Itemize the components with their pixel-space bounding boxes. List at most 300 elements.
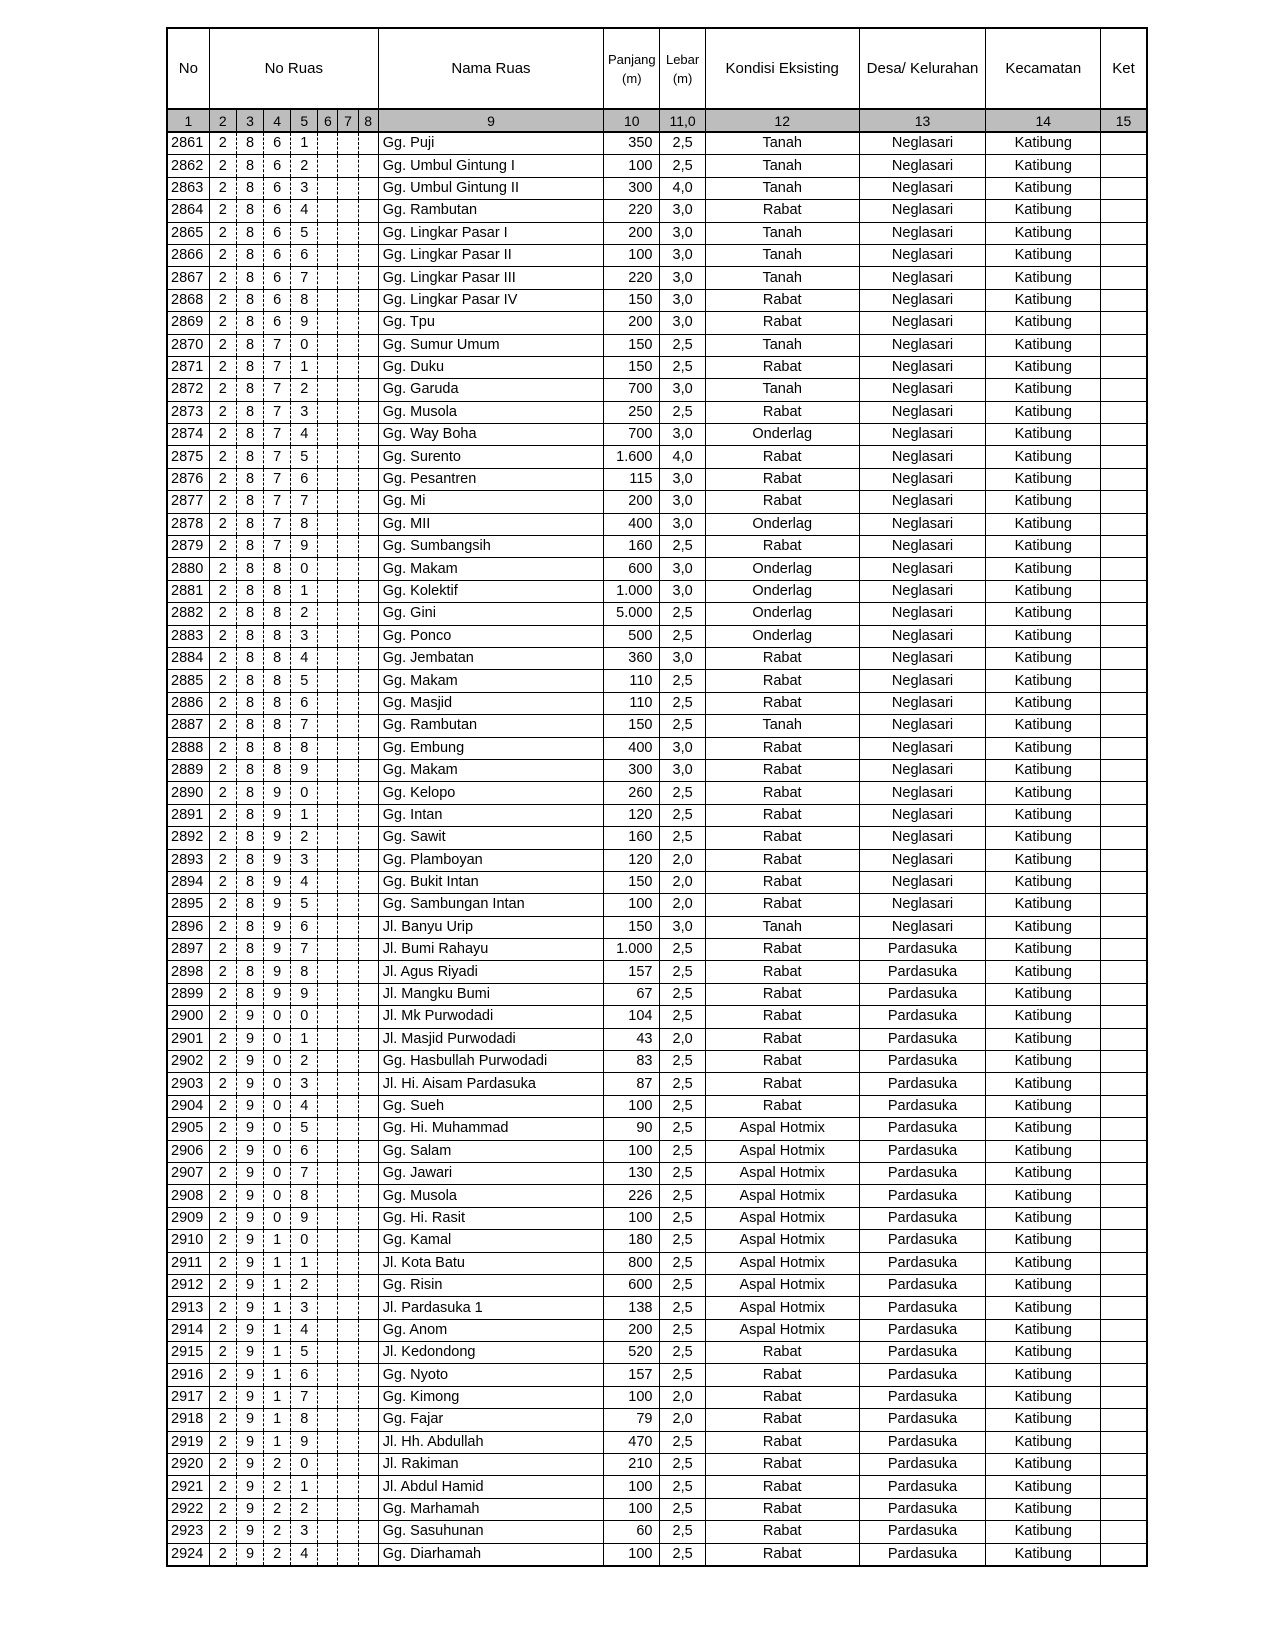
desa: Neglasari — [859, 468, 986, 490]
kondisi: Rabat — [705, 983, 859, 1005]
nama-ruas: Jl. Agus Riyadi — [378, 961, 603, 983]
ket — [1101, 1543, 1147, 1566]
ruas-digit — [318, 1207, 338, 1229]
ruas-digit: 3 — [291, 849, 318, 871]
ruas-digit: 1 — [264, 1409, 291, 1431]
nama-ruas: Gg. Plamboyan — [378, 849, 603, 871]
panjang: 100 — [604, 1095, 660, 1117]
ruas-digit: 6 — [291, 692, 318, 714]
desa: Pardasuka — [859, 1140, 986, 1162]
ruas-digit: 9 — [264, 782, 291, 804]
ket — [1101, 1297, 1147, 1319]
row-no: 2901 — [167, 1028, 209, 1050]
ruas-digit: 2 — [291, 1498, 318, 1520]
ket — [1101, 849, 1147, 871]
lebar: 2,5 — [660, 827, 705, 849]
ruas-digit: 2 — [209, 849, 236, 871]
ruas-digit — [318, 1342, 338, 1364]
ruas-digit — [338, 1118, 358, 1140]
nama-ruas: Gg. Puji — [378, 132, 603, 155]
lebar: 2,5 — [660, 1230, 705, 1252]
lebar: 3,0 — [660, 468, 705, 490]
ruas-digit — [338, 312, 358, 334]
ruas-digit — [338, 379, 358, 401]
ket — [1101, 401, 1147, 423]
row-no: 2877 — [167, 491, 209, 513]
row-no: 2911 — [167, 1252, 209, 1274]
desa: Neglasari — [859, 446, 986, 468]
ruas-digit: 9 — [236, 1431, 263, 1453]
table-row — [167, 491, 1147, 513]
ruas-digit: 8 — [291, 513, 318, 535]
lebar: 2,5 — [660, 1118, 705, 1140]
lebar: 3,0 — [660, 200, 705, 222]
ruas-digit — [338, 1342, 358, 1364]
kondisi: Rabat — [705, 289, 859, 311]
panjang: 100 — [604, 894, 660, 916]
lebar: 2,5 — [660, 1162, 705, 1184]
ruas-digit — [338, 647, 358, 669]
ruas-digit: 7 — [264, 424, 291, 446]
ruas-digit: 8 — [236, 849, 263, 871]
ruas-digit — [358, 1409, 378, 1431]
kondisi: Aspal Hotmix — [705, 1162, 859, 1184]
kondisi: Tanah — [705, 715, 859, 737]
ruas-digit: 1 — [264, 1364, 291, 1386]
ruas-digit: 9 — [236, 1118, 263, 1140]
ruas-digit: 8 — [236, 759, 263, 781]
ruas-digit — [318, 1006, 338, 1028]
ruas-digit: 8 — [236, 961, 263, 983]
ruas-digit: 2 — [209, 1409, 236, 1431]
ruas-digit — [318, 132, 338, 155]
desa: Neglasari — [859, 536, 986, 558]
ruas-digit — [358, 827, 378, 849]
ruas-digit: 8 — [264, 647, 291, 669]
kondisi: Rabat — [705, 827, 859, 849]
ruas-digit — [358, 1364, 378, 1386]
desa: Pardasuka — [859, 1252, 986, 1274]
ruas-digit: 9 — [236, 1342, 263, 1364]
ruas-digit — [358, 580, 378, 602]
table-row — [167, 1006, 1147, 1028]
kondisi: Aspal Hotmix — [705, 1274, 859, 1296]
table-row — [167, 244, 1147, 266]
ruas-digit — [318, 356, 338, 378]
row-no: 2888 — [167, 737, 209, 759]
ruas-digit — [338, 961, 358, 983]
kecamatan: Katibung — [986, 670, 1101, 692]
panjang: 130 — [604, 1162, 660, 1184]
ruas-digit: 9 — [236, 1297, 263, 1319]
ket — [1101, 1140, 1147, 1162]
ruas-digit: 0 — [291, 558, 318, 580]
panjang: 160 — [604, 827, 660, 849]
table-row — [167, 558, 1147, 580]
ket — [1101, 715, 1147, 737]
column-number: 14 — [986, 109, 1101, 132]
kondisi: Aspal Hotmix — [705, 1319, 859, 1341]
ruas-digit — [318, 737, 338, 759]
nama-ruas: Jl. Mangku Bumi — [378, 983, 603, 1005]
kecamatan: Katibung — [986, 961, 1101, 983]
column-number: 8 — [358, 109, 378, 132]
column-number: 6 — [318, 109, 338, 132]
row-no: 2866 — [167, 244, 209, 266]
ruas-digit — [338, 536, 358, 558]
desa: Neglasari — [859, 356, 986, 378]
ruas-digit — [358, 1543, 378, 1566]
desa: Neglasari — [859, 334, 986, 356]
ruas-digit — [338, 1252, 358, 1274]
header-lebar: Lebar (m) — [660, 28, 705, 109]
desa: Pardasuka — [859, 1274, 986, 1296]
nama-ruas: Jl. Abdul Hamid — [378, 1476, 603, 1498]
ruas-digit — [358, 1073, 378, 1095]
row-no: 2917 — [167, 1386, 209, 1408]
table-row — [167, 1342, 1147, 1364]
ruas-digit — [338, 580, 358, 602]
ruas-digit: 0 — [264, 1028, 291, 1050]
header-kecamatan: Kecamatan — [986, 28, 1101, 109]
ruas-digit — [318, 961, 338, 983]
ruas-digit — [358, 871, 378, 893]
nama-ruas: Gg. Kimong — [378, 1386, 603, 1408]
nama-ruas: Gg. Musola — [378, 401, 603, 423]
ruas-digit: 8 — [236, 468, 263, 490]
desa: Neglasari — [859, 222, 986, 244]
ruas-digit: 8 — [236, 155, 263, 177]
ruas-digit: 6 — [291, 244, 318, 266]
lebar: 3,0 — [660, 759, 705, 781]
ruas-digit — [318, 1230, 338, 1252]
desa: Neglasari — [859, 692, 986, 714]
nama-ruas: Gg. Hasbullah Purwodadi — [378, 1051, 603, 1073]
ruas-digit: 6 — [264, 132, 291, 155]
ruas-digit: 8 — [236, 894, 263, 916]
kecamatan: Katibung — [986, 424, 1101, 446]
ruas-digit — [358, 1095, 378, 1117]
desa: Pardasuka — [859, 1028, 986, 1050]
kecamatan: Katibung — [986, 244, 1101, 266]
table-row — [167, 647, 1147, 669]
row-no: 2895 — [167, 894, 209, 916]
nama-ruas: Jl. Kedondong — [378, 1342, 603, 1364]
ruas-digit — [338, 244, 358, 266]
kondisi: Rabat — [705, 894, 859, 916]
kecamatan: Katibung — [986, 1543, 1101, 1566]
ruas-digit — [318, 401, 338, 423]
panjang: 150 — [604, 715, 660, 737]
ruas-digit: 8 — [236, 267, 263, 289]
ruas-digit — [318, 1274, 338, 1296]
ruas-digit: 9 — [291, 983, 318, 1005]
kondisi: Aspal Hotmix — [705, 1230, 859, 1252]
ruas-digit: 2 — [209, 1319, 236, 1341]
ruas-digit — [358, 1476, 378, 1498]
ruas-digit — [338, 1095, 358, 1117]
ruas-digit — [338, 1073, 358, 1095]
table-row — [167, 424, 1147, 446]
ruas-digit: 0 — [291, 1230, 318, 1252]
ruas-digit — [338, 222, 358, 244]
ruas-digit: 2 — [209, 379, 236, 401]
kecamatan: Katibung — [986, 1409, 1101, 1431]
kecamatan: Katibung — [986, 715, 1101, 737]
table-row — [167, 1230, 1147, 1252]
ruas-digit: 8 — [291, 961, 318, 983]
kondisi: Rabat — [705, 670, 859, 692]
table-row — [167, 536, 1147, 558]
ruas-digit — [338, 513, 358, 535]
desa: Neglasari — [859, 177, 986, 199]
ruas-digit — [338, 468, 358, 490]
lebar: 2,0 — [660, 1409, 705, 1431]
ruas-digit: 3 — [291, 1073, 318, 1095]
row-no: 2904 — [167, 1095, 209, 1117]
ruas-digit — [318, 200, 338, 222]
ruas-digit: 9 — [264, 961, 291, 983]
ket — [1101, 827, 1147, 849]
ruas-digit: 2 — [209, 1543, 236, 1566]
kecamatan: Katibung — [986, 647, 1101, 669]
ruas-digit: 0 — [264, 1207, 291, 1229]
kondisi: Onderlag — [705, 424, 859, 446]
kondisi: Rabat — [705, 200, 859, 222]
ruas-digit: 8 — [264, 558, 291, 580]
ruas-digit — [338, 1431, 358, 1453]
ruas-digit: 4 — [291, 1543, 318, 1566]
ruas-digit — [318, 1162, 338, 1184]
row-no: 2920 — [167, 1454, 209, 1476]
lebar: 2,5 — [660, 155, 705, 177]
ruas-digit: 7 — [291, 491, 318, 513]
ruas-digit: 8 — [236, 782, 263, 804]
ruas-digit — [358, 267, 378, 289]
lebar: 2,5 — [660, 603, 705, 625]
ruas-digit: 9 — [291, 1431, 318, 1453]
desa: Pardasuka — [859, 1498, 986, 1520]
ruas-digit: 5 — [291, 446, 318, 468]
table-row — [167, 804, 1147, 826]
nama-ruas: Gg. Kamal — [378, 1230, 603, 1252]
kecamatan: Katibung — [986, 1431, 1101, 1453]
ruas-digit — [358, 1006, 378, 1028]
table-row — [167, 1319, 1147, 1341]
ruas-digit: 2 — [209, 1386, 236, 1408]
ruas-digit: 6 — [291, 468, 318, 490]
nama-ruas: Gg. Kelopo — [378, 782, 603, 804]
ruas-digit — [318, 244, 338, 266]
lebar: 3,0 — [660, 222, 705, 244]
road-table — [166, 27, 1148, 1567]
row-no: 2861 — [167, 132, 209, 155]
ruas-digit — [358, 491, 378, 513]
kondisi: Tanah — [705, 222, 859, 244]
ruas-digit: 9 — [236, 1498, 263, 1520]
kecamatan: Katibung — [986, 334, 1101, 356]
ruas-digit: 5 — [291, 894, 318, 916]
ruas-digit: 7 — [291, 267, 318, 289]
nama-ruas: Gg. Sueh — [378, 1095, 603, 1117]
lebar: 2,5 — [660, 670, 705, 692]
kecamatan: Katibung — [986, 916, 1101, 938]
table-row — [167, 1274, 1147, 1296]
panjang: 210 — [604, 1454, 660, 1476]
header-no-ruas: No Ruas — [209, 28, 378, 109]
ruas-digit — [358, 401, 378, 423]
desa: Neglasari — [859, 603, 986, 625]
ruas-digit: 9 — [236, 1073, 263, 1095]
ruas-digit — [358, 1230, 378, 1252]
kecamatan: Katibung — [986, 1073, 1101, 1095]
lebar: 3,0 — [660, 424, 705, 446]
ruas-digit — [318, 983, 338, 1005]
row-no: 2885 — [167, 670, 209, 692]
ruas-digit — [358, 132, 378, 155]
ruas-digit: 0 — [264, 1073, 291, 1095]
column-number: 9 — [378, 109, 603, 132]
ruas-digit: 8 — [236, 804, 263, 826]
ruas-digit — [338, 983, 358, 1005]
ruas-digit — [358, 289, 378, 311]
ruas-digit — [358, 603, 378, 625]
ruas-digit — [338, 1140, 358, 1162]
panjang: 700 — [604, 379, 660, 401]
ruas-digit: 2 — [209, 1431, 236, 1453]
nama-ruas: Gg. Sasuhunan — [378, 1521, 603, 1543]
table-row — [167, 782, 1147, 804]
table-row — [167, 1028, 1147, 1050]
ruas-digit: 9 — [236, 1006, 263, 1028]
table-row — [167, 334, 1147, 356]
table-row — [167, 1252, 1147, 1274]
row-no: 2868 — [167, 289, 209, 311]
ruas-digit: 2 — [209, 312, 236, 334]
kondisi: Tanah — [705, 244, 859, 266]
row-no: 2862 — [167, 155, 209, 177]
nama-ruas: Gg. Lingkar Pasar IV — [378, 289, 603, 311]
table-row — [167, 1454, 1147, 1476]
panjang: 400 — [604, 513, 660, 535]
kecamatan: Katibung — [986, 1476, 1101, 1498]
ruas-digit: 0 — [264, 1185, 291, 1207]
ruas-digit: 2 — [209, 200, 236, 222]
ruas-digit: 6 — [264, 177, 291, 199]
ruas-digit: 2 — [209, 692, 236, 714]
panjang: 79 — [604, 1409, 660, 1431]
panjang: 120 — [604, 849, 660, 871]
ruas-digit: 8 — [236, 132, 263, 155]
table-row — [167, 1476, 1147, 1498]
header-kondisi: Kondisi Eksisting — [705, 28, 859, 109]
ruas-digit — [358, 1028, 378, 1050]
ruas-digit — [318, 1498, 338, 1520]
nama-ruas: Gg. Lingkar Pasar III — [378, 267, 603, 289]
ruas-digit: 8 — [291, 737, 318, 759]
ruas-digit — [358, 1431, 378, 1453]
desa: Neglasari — [859, 782, 986, 804]
row-no: 2907 — [167, 1162, 209, 1184]
kecamatan: Katibung — [986, 1252, 1101, 1274]
ruas-digit: 2 — [209, 558, 236, 580]
ruas-digit: 2 — [264, 1543, 291, 1566]
ruas-digit: 6 — [264, 289, 291, 311]
ruas-digit — [318, 939, 338, 961]
lebar: 2,5 — [660, 1185, 705, 1207]
ruas-digit — [318, 759, 338, 781]
column-number-row — [167, 109, 1147, 132]
table-row — [167, 1051, 1147, 1073]
kondisi: Rabat — [705, 1386, 859, 1408]
ruas-digit: 2 — [209, 244, 236, 266]
ket — [1101, 782, 1147, 804]
ket — [1101, 1319, 1147, 1341]
kondisi: Onderlag — [705, 558, 859, 580]
table-row — [167, 1118, 1147, 1140]
nama-ruas: Gg. Mi — [378, 491, 603, 513]
ruas-digit — [338, 782, 358, 804]
ruas-digit — [318, 580, 338, 602]
kondisi: Onderlag — [705, 625, 859, 647]
panjang: 100 — [604, 1543, 660, 1566]
ket — [1101, 1118, 1147, 1140]
ruas-digit — [318, 1431, 338, 1453]
desa: Neglasari — [859, 827, 986, 849]
ruas-digit — [338, 1409, 358, 1431]
row-no: 2886 — [167, 692, 209, 714]
lebar: 2,5 — [660, 1431, 705, 1453]
ruas-digit: 9 — [264, 939, 291, 961]
ruas-digit: 0 — [264, 1118, 291, 1140]
panjang: 300 — [604, 759, 660, 781]
ruas-digit — [318, 491, 338, 513]
desa: Pardasuka — [859, 939, 986, 961]
ruas-digit — [318, 379, 338, 401]
panjang: 600 — [604, 558, 660, 580]
ruas-digit — [318, 871, 338, 893]
ruas-digit: 9 — [236, 1454, 263, 1476]
ruas-digit — [318, 1185, 338, 1207]
table-row — [167, 446, 1147, 468]
ruas-digit: 2 — [209, 804, 236, 826]
ruas-digit: 9 — [236, 1252, 263, 1274]
ruas-digit: 8 — [236, 177, 263, 199]
desa: Pardasuka — [859, 1342, 986, 1364]
kecamatan: Katibung — [986, 849, 1101, 871]
ket — [1101, 759, 1147, 781]
kecamatan: Katibung — [986, 894, 1101, 916]
ruas-digit: 9 — [236, 1095, 263, 1117]
kecamatan: Katibung — [986, 1185, 1101, 1207]
desa: Pardasuka — [859, 1095, 986, 1117]
ruas-digit: 9 — [236, 1319, 263, 1341]
ruas-digit — [338, 132, 358, 155]
desa: Pardasuka — [859, 1073, 986, 1095]
ruas-digit — [318, 1118, 338, 1140]
ruas-digit: 2 — [209, 424, 236, 446]
desa: Pardasuka — [859, 1297, 986, 1319]
nama-ruas: Gg. Embung — [378, 737, 603, 759]
ruas-digit: 8 — [291, 1409, 318, 1431]
ruas-digit: 1 — [291, 1028, 318, 1050]
ruas-digit: 9 — [236, 1543, 263, 1566]
nama-ruas: Gg. Sumur Umum — [378, 334, 603, 356]
panjang: 180 — [604, 1230, 660, 1252]
ruas-digit: 2 — [209, 132, 236, 155]
ruas-digit: 2 — [291, 827, 318, 849]
row-no: 2923 — [167, 1521, 209, 1543]
